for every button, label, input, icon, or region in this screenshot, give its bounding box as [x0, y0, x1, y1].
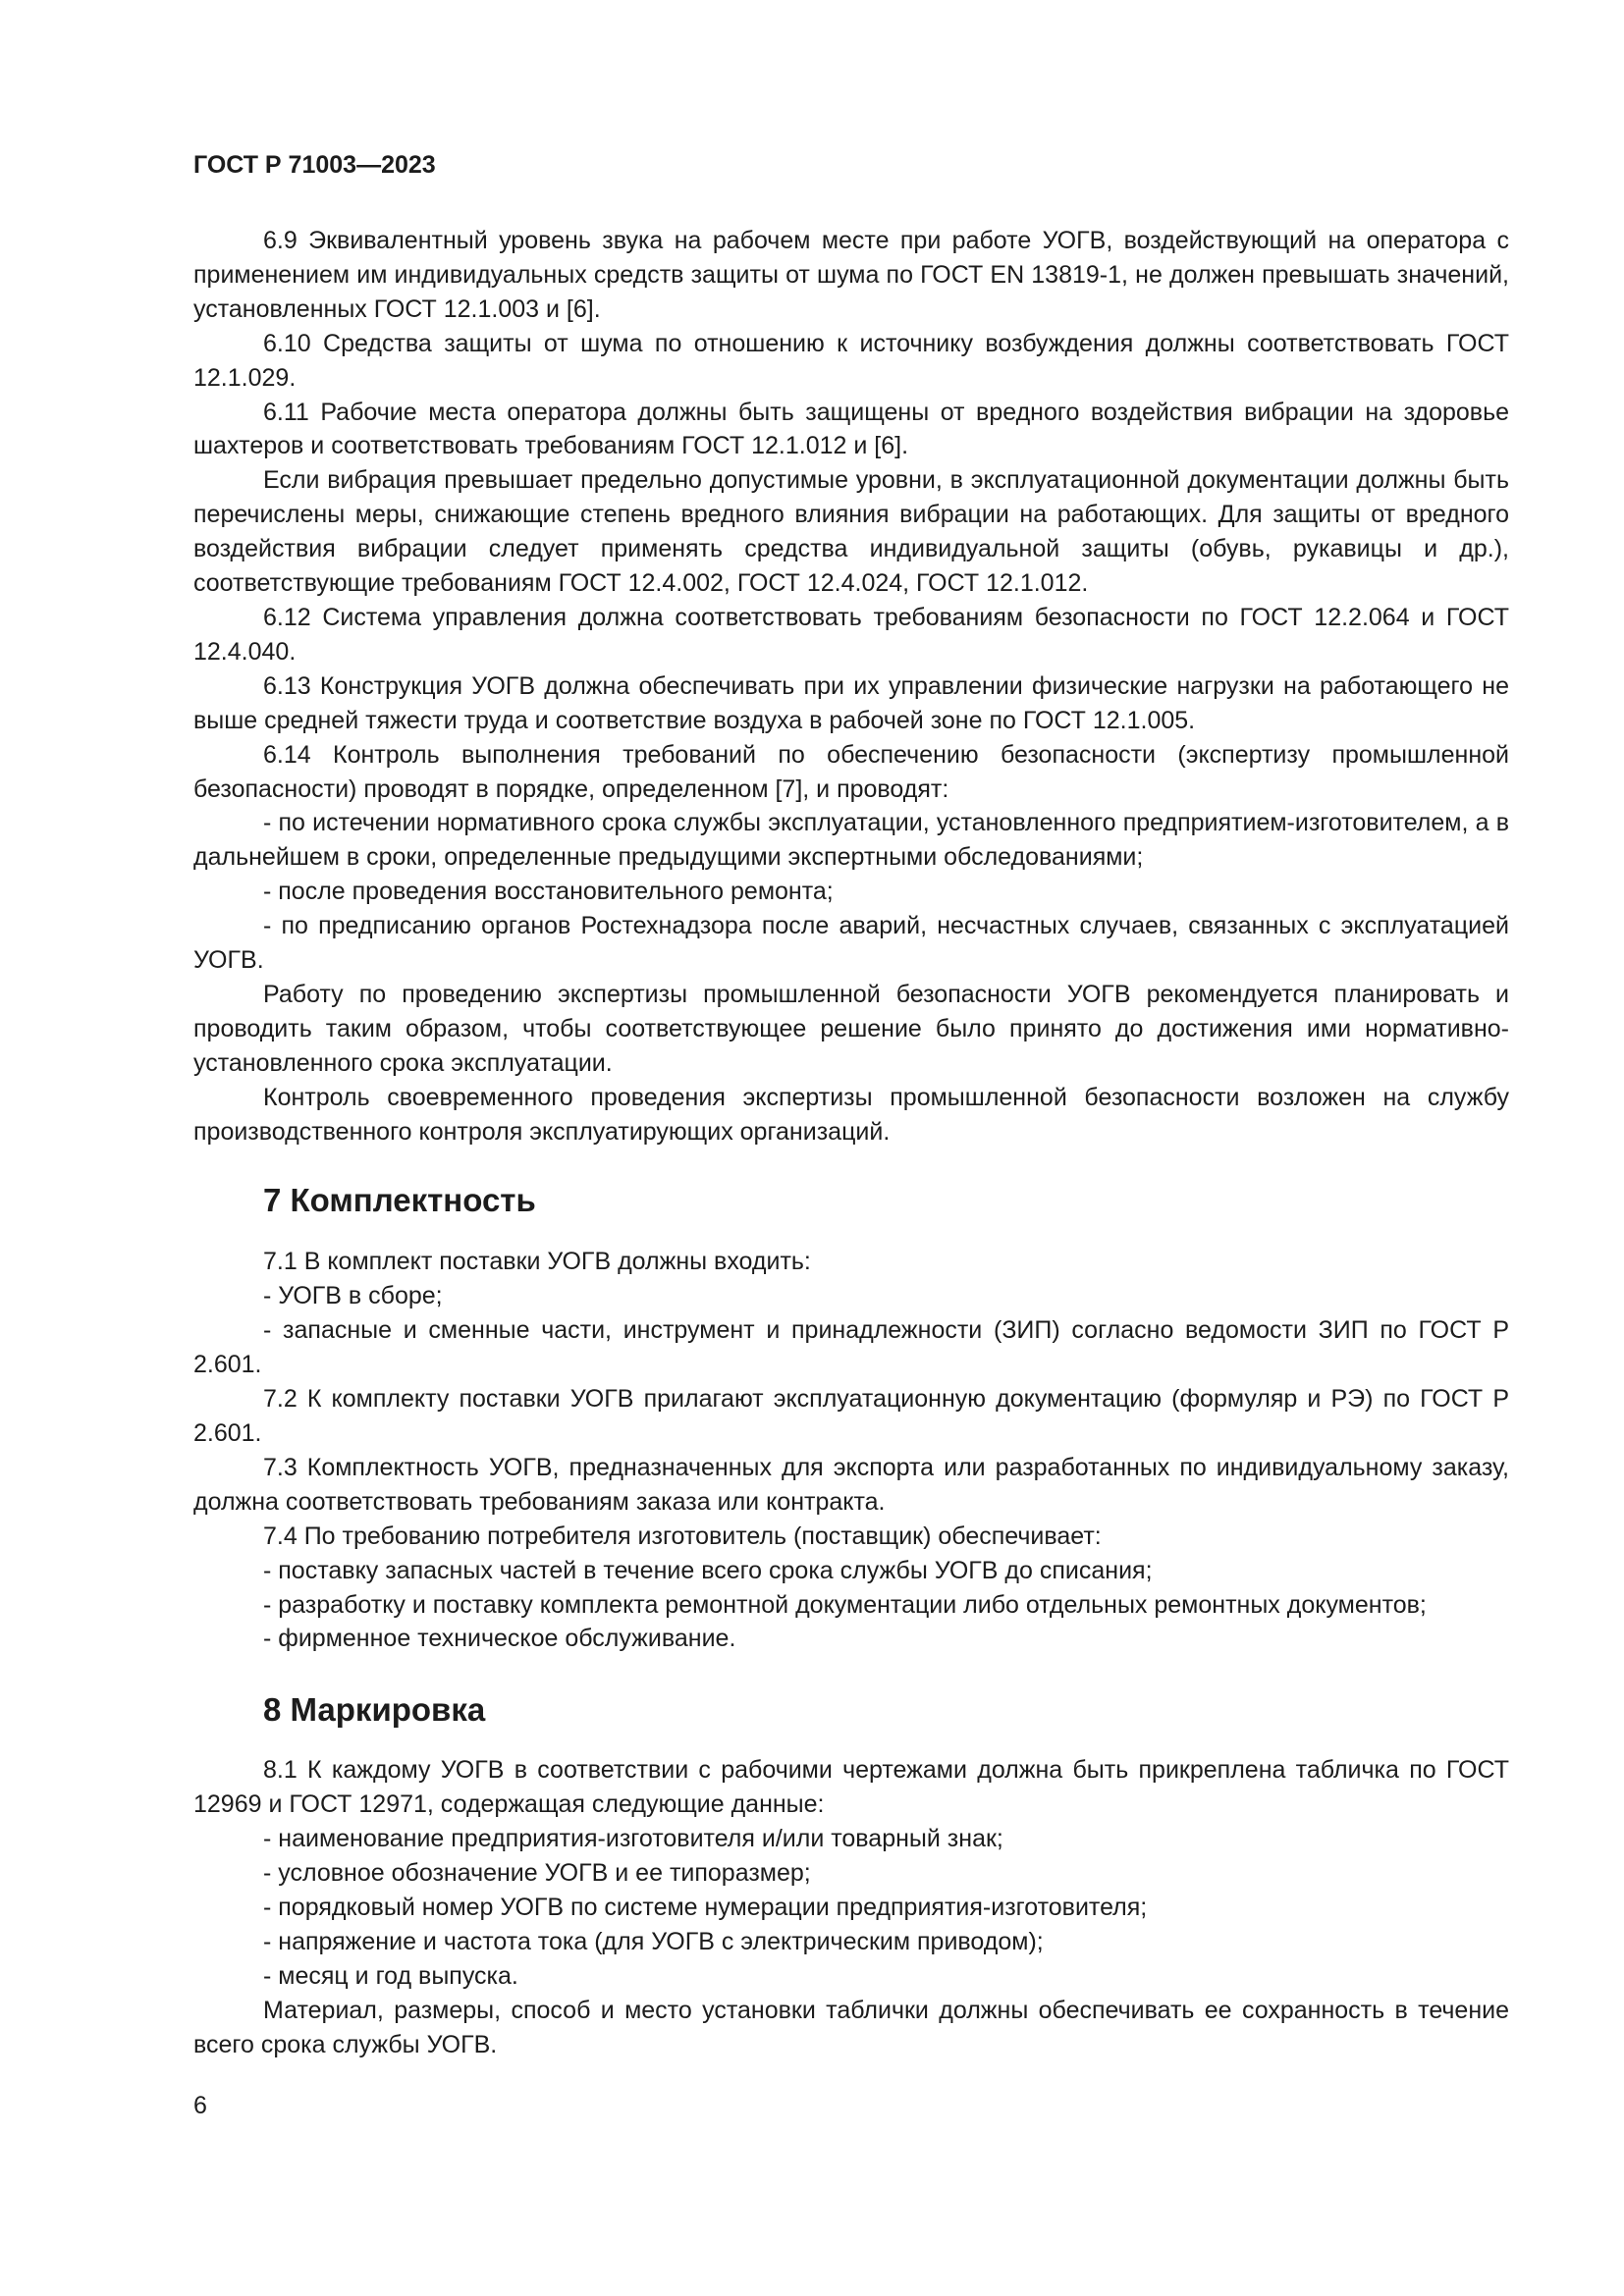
paragraph-7-1: 7.1 В комплект поставки УОГВ должны входить:: [263, 1248, 811, 1276]
list-item: - разработку и поставку комплекта ремонтной документации либо отдельных ремонтных документов;: [263, 1590, 1427, 1619]
paragraph-8-1: 8.1 К каждому УОГВ в соответствии с рабочими чертежами должна быть прикреплена табличка по ГОСТ 12969 и ГОСТ 12971, содержащая следующие данные:: [193, 1756, 1509, 1819]
list-item: - наименование предприятия-изготовителя и/или товарный знак;: [263, 1825, 1003, 1853]
document-code-header: ГОСТ Р 71003—2023: [193, 151, 436, 179]
paragraph-vibration: Если вибрация превышает предельно допустимые уровни, в эксплуатационной документации должны быть перечислены меры, снижающие степень вредного влияния вибрации на работающих. Для защиты от вредного воздействия вибрации следует применять средства индивидуальной защиты (обувь, рукавицы и др.), соответствующие требованиям ГОСТ 12.4.002, ГОСТ 12.4.024, ГОСТ 12.1.012.: [193, 466, 1509, 598]
list-item: - поставку запасных частей в течение всего срока службы УОГВ до списания;: [263, 1556, 1153, 1584]
document-body: [193, 224, 1509, 2062]
paragraph-6-12: 6.12 Система управления должна соответствовать требованиям безопасности по ГОСТ 12.2.064 и ГОСТ 12.4.040.: [193, 603, 1509, 666]
paragraph-material: Материал, размеры, способ и место установки таблички должны обеспечивать ее сохранность в течение всего срока службы УОГВ.: [193, 1996, 1509, 2058]
list-item: - месяц и год выпуска.: [263, 1961, 518, 1990]
list-item: - после проведения восстановительного ремонта;: [263, 878, 834, 906]
section-7-heading: 7 Комплектность: [263, 1182, 536, 1219]
paragraph-7-2: 7.2 К комплекту поставки УОГВ прилагают эксплуатационную документацию (формуляр и РЭ) по ГОСТ Р 2.601.: [193, 1385, 1509, 1447]
list-item: - по предписанию органов Ростехнадзора после аварий, несчастных случаев, связанных с эксплуатацией УОГВ.: [193, 912, 1509, 975]
paragraph-planning: Работу по проведению экспертизы промышленной безопасности УОГВ рекомендуется планировать и проводить таким образом, чтобы соответствующее решение было принято до достижения ими нормативно-установленного срока эксплуатации.: [193, 980, 1509, 1077]
section-8-heading: 8 Маркировка: [263, 1691, 486, 1729]
list-item: - фирменное техническое обслуживание.: [263, 1625, 736, 1653]
list-item: - условное обозначение УОГВ и ее типоразмер;: [263, 1859, 811, 1888]
paragraph-6-14: 6.14 Контроль выполнения требований по обеспечению безопасности (экспертизу промышленной безопасности) проводят в порядке, определенном [7], и проводят:: [193, 740, 1509, 803]
paragraph-6-11: 6.11 Рабочие места оператора должны быть защищены от вредного воздействия вибрации на здоровье шахтеров и соответствовать требованиям ГОСТ 12.1.012 и [6].: [193, 398, 1509, 460]
page-number: 6: [193, 2092, 207, 2119]
list-item: - УОГВ в сборе;: [263, 1282, 443, 1310]
paragraph-6-13: 6.13 Конструкция УОГВ должна обеспечивать при их управлении физические нагрузки на работающего не выше средней тяжести труда и соответствие воздуха в рабочей зоне по ГОСТ 12.1.005.: [193, 671, 1509, 734]
paragraph-7-4: 7.4 По требованию потребителя изготовитель (поставщик) обеспечивает:: [263, 1522, 1102, 1550]
list-item: - напряжение и частота тока (для УОГВ с электрическим приводом);: [263, 1927, 1044, 1955]
paragraph-7-3: 7.3 Комплектность УОГВ, предназначенных для экспорта или разработанных по индивидуальному заказу, должна соответствовать требованиям заказа или контракта.: [193, 1453, 1509, 1516]
paragraph-6-10: 6.10 Средства защиты от шума по отношению к источнику возбуждения должны соответствовать ГОСТ 12.1.029.: [193, 329, 1509, 392]
list-item: - порядковый номер УОГВ по системе нумерации предприятия-изготовителя;: [263, 1893, 1148, 1921]
paragraph-6-9: 6.9 Эквивалентный уровень звука на рабочем месте при работе УОГВ, воздействующий на оператора с применением им индивидуальных средств защиты от шума по ГОСТ EN 13819-1, не должен превышать значений, установленных ГОСТ 12.1.003 и [6].: [193, 227, 1509, 323]
list-item: - запасные и сменные части, инструмент и принадлежности (ЗИП) согласно ведомости ЗИП по ГОСТ Р 2.601.: [193, 1316, 1509, 1379]
paragraph-control: Контроль своевременного проведения экспертизы промышленной безопасности возложен на службу производственного контроля эксплуатирующих организаций.: [193, 1083, 1509, 1146]
list-item: - по истечении нормативного срока службы эксплуатации, установленного предприятием-изготовителем, а в дальнейшем в сроки, определенные предыдущими экспертными обследованиями;: [193, 809, 1509, 872]
